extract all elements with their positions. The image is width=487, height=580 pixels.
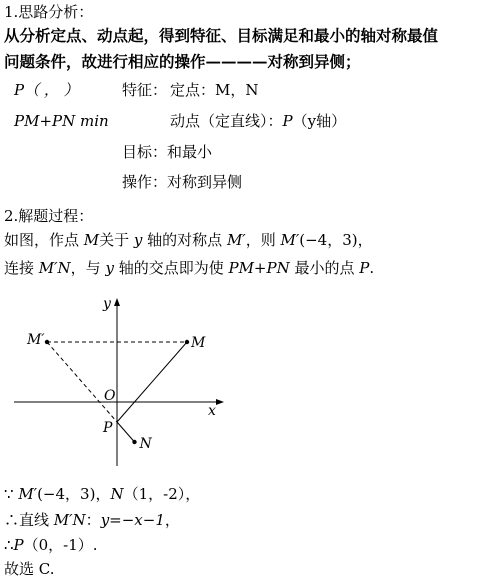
x-axis-arrow bbox=[216, 399, 224, 405]
sol1-n: N bbox=[110, 485, 124, 503]
moving-point bbox=[170, 111, 346, 131]
s2l1-mprime2: M′ bbox=[280, 231, 300, 249]
point-p-coordinate-blank: P（ ， ） bbox=[14, 81, 79, 99]
solution-process-line1 bbox=[4, 230, 373, 250]
segment-mprime-p bbox=[47, 342, 117, 422]
solution-line3 bbox=[4, 535, 98, 555]
moving-point-prefix: 动点（定直线）： bbox=[170, 112, 283, 130]
point-mprime-label: M′ bbox=[27, 332, 45, 348]
analysis-summary-line2: 问题条件，故进行相应的操作————对称到异侧； bbox=[4, 52, 361, 71]
target-expression: PM+PN min bbox=[14, 112, 109, 130]
point-n bbox=[132, 440, 136, 444]
point-m bbox=[185, 340, 189, 344]
s2l2-expr: PM+PN bbox=[228, 259, 290, 277]
s2l2-mpn: M′N bbox=[38, 259, 71, 277]
coordinate-figure bbox=[0, 290, 240, 475]
goal: 目标：和最小 bbox=[122, 143, 213, 161]
segment-p-n bbox=[117, 422, 135, 442]
section2-heading: 2.解题过程： bbox=[4, 207, 94, 225]
solution-line1 bbox=[4, 484, 200, 504]
section1-heading: 1.思路分析： bbox=[4, 3, 94, 21]
s2l1-c: 轴的对称点 bbox=[142, 231, 227, 249]
sol3-b: （0，-1）. bbox=[23, 536, 98, 554]
moving-point-suffix: （y轴） bbox=[292, 112, 347, 130]
s2l1-mprime: M′ bbox=[226, 231, 246, 249]
sol3-p: P bbox=[13, 536, 24, 554]
s2l2-p: P bbox=[359, 259, 370, 277]
s2l1-a: 如图，作点 bbox=[4, 231, 84, 249]
sol2-eq: y=−x−1 bbox=[100, 511, 165, 529]
s2l2-b: ，与 bbox=[70, 259, 106, 277]
solution-process-line2 bbox=[4, 258, 374, 278]
s2l2-d: 最小的点 bbox=[289, 259, 360, 277]
sol1-a: ∵ bbox=[4, 485, 19, 503]
solution-line2 bbox=[4, 510, 180, 530]
s2l1-d: ，则 bbox=[245, 231, 281, 249]
analysis-summary-line1: 从分析定点、动点起，得到特征、目标满足和最小的轴对称最值 bbox=[4, 26, 439, 45]
sol1-c: （1，-2）， bbox=[123, 485, 201, 503]
sol2-b: ： bbox=[85, 511, 101, 529]
segment-m-p bbox=[117, 342, 187, 422]
s2l1-b: 关于 bbox=[99, 231, 134, 249]
s2l1-y: y bbox=[133, 231, 143, 249]
sol2-c: ， bbox=[164, 511, 180, 529]
point-mprime bbox=[45, 340, 49, 344]
features-label: 特征： bbox=[122, 81, 168, 99]
fixed-points-text: 定点：M，N bbox=[170, 81, 259, 99]
s2l2-c: 轴的交点即为使 bbox=[113, 259, 229, 277]
sol1-mprime: M′ bbox=[18, 485, 38, 503]
origin-label: O bbox=[104, 388, 116, 404]
sol3-a: ∴ bbox=[4, 536, 14, 554]
s2l1-m: M bbox=[83, 231, 100, 249]
sol2-a: ∴直线 bbox=[4, 511, 54, 529]
operation: 操作：对称到异侧 bbox=[122, 173, 243, 191]
s2l2-y: y bbox=[105, 259, 114, 277]
point-n-label: N bbox=[139, 436, 152, 452]
point-p-label: P bbox=[103, 420, 113, 436]
sol1-b: (−4，3)， bbox=[37, 485, 111, 503]
s2l1-e: (−4，3)， bbox=[299, 231, 373, 249]
x-axis-label: x bbox=[208, 403, 216, 419]
moving-point-p: P bbox=[282, 112, 293, 130]
s2l2-a: 连接 bbox=[4, 259, 39, 277]
sol2-mpn: M′N bbox=[53, 511, 86, 529]
y-axis-label: y bbox=[103, 296, 111, 312]
fixed-points bbox=[170, 80, 258, 100]
s2l2-e: . bbox=[369, 259, 375, 277]
point-m-label: M bbox=[191, 335, 206, 351]
answer: 故选 C. bbox=[4, 560, 55, 578]
y-axis-arrow bbox=[114, 298, 120, 306]
